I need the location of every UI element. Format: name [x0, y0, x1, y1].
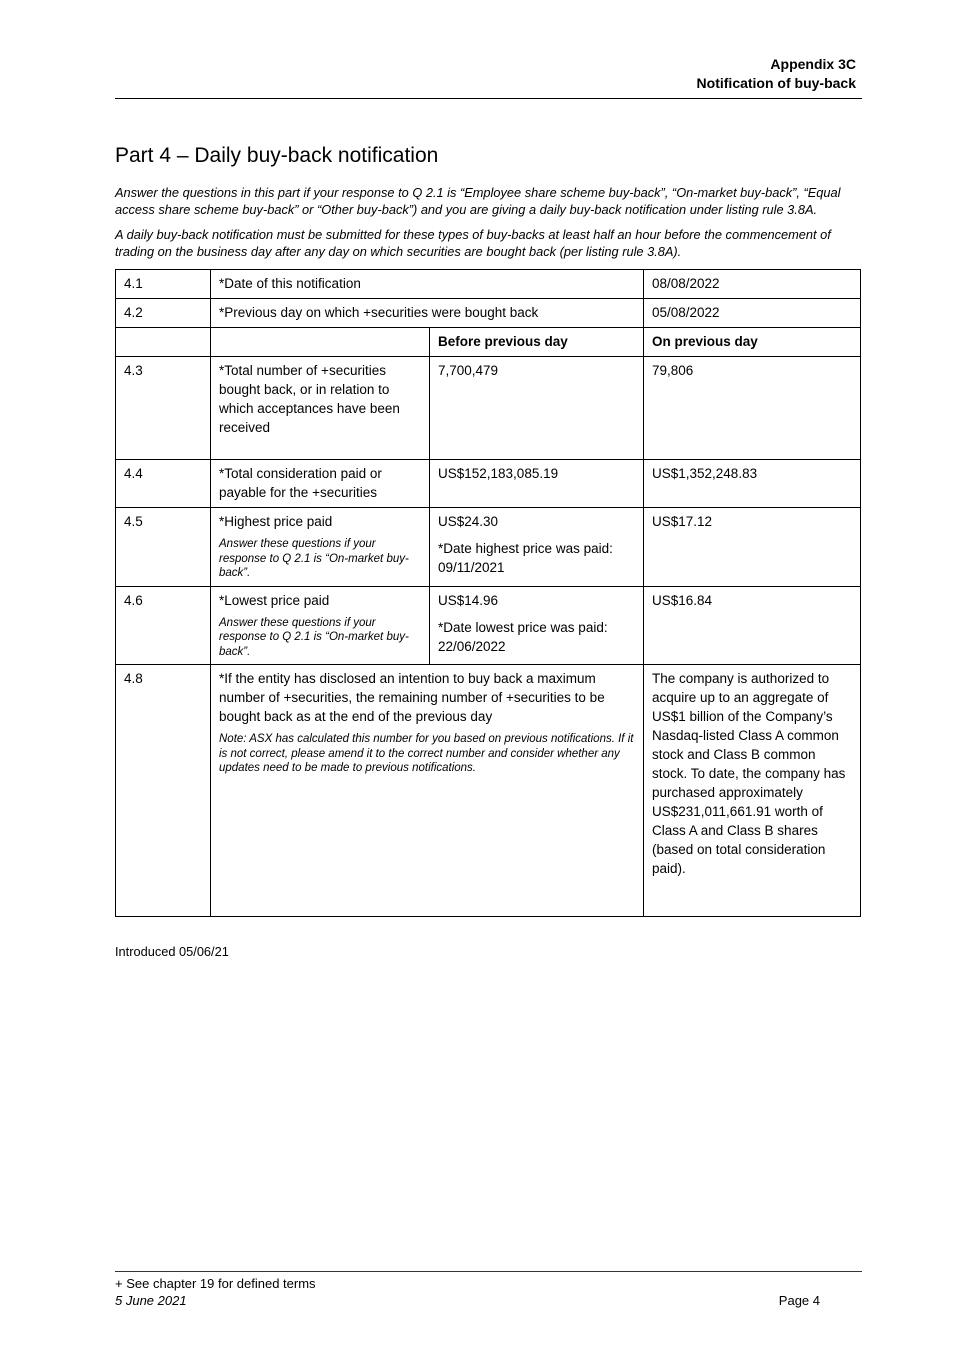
- answer-on-previous-day: US$16.84: [644, 586, 861, 665]
- question-label: *Total number of +securities bought back, or in relation to which acceptances have been received: [211, 357, 430, 460]
- question-label-cell: [211, 665, 644, 917]
- footer-date: 5 June 2021: [115, 1293, 187, 1308]
- question-label: *Date of this notification: [211, 270, 644, 299]
- column-header-before-previous-day: Before previous day: [430, 328, 644, 357]
- document-page: [115, 0, 862, 959]
- question-number: 4.5: [116, 508, 211, 587]
- part-title: Part 4 – Daily buy-back notification: [115, 144, 439, 167]
- answer-on-previous-day: US$1,352,248.83: [644, 460, 861, 508]
- question-number: 4.1: [116, 270, 211, 299]
- answer-before-previous-day: 7,700,479: [430, 357, 644, 460]
- document-header: [115, 55, 862, 93]
- question-label: *Highest price paid: [219, 514, 333, 529]
- table-column-header-row: [116, 328, 861, 357]
- question-note: Note: ASX has calculated this number for you based on previous notifications. If it is not correct, please amend it to the correct number and consider whether any updates need to be made to previous notifications.: [219, 733, 634, 774]
- question-note: Answer these questions if your response to Q 2.1 is “On-market buy-back”.: [219, 616, 409, 658]
- footer-rule: [115, 1271, 862, 1272]
- empty-cell: [211, 328, 430, 357]
- header-rule: [115, 98, 862, 99]
- question-number: 4.6: [116, 586, 211, 665]
- page-footer: [115, 1271, 862, 1309]
- answer-before-previous-day: [430, 508, 644, 587]
- column-header-on-previous-day: On previous day: [644, 328, 861, 357]
- answer-on-previous-day: US$17.12: [644, 508, 861, 587]
- answer-price-date: *Date highest price was paid: 09/11/2021: [438, 541, 613, 575]
- table-row-4-6: [116, 586, 861, 665]
- table-row-4-1: [116, 270, 861, 299]
- question-label: *Total consideration paid or payable for the +securities: [211, 460, 430, 508]
- answer-price-date: *Date lowest price was paid: 22/06/2022: [438, 619, 608, 654]
- answer-value: 05/08/2022: [644, 299, 861, 328]
- table-row-4-4: [116, 460, 861, 508]
- answer-value: 08/08/2022: [644, 270, 861, 299]
- answer-on-previous-day: 79,806: [644, 357, 861, 460]
- question-number: 4.3: [116, 357, 211, 460]
- question-label-cell: [211, 586, 430, 665]
- intro-paragraph-1: Answer the questions in this part if your response to Q 2.1 is “Employee share scheme buy-back”, “On-market buy-back”, “Equal access share scheme buy-back” or “Other buy-back”) and you are giving a daily buy-back notification under listing rule 3.8A.: [115, 185, 841, 217]
- answer-price: US$14.96: [438, 592, 499, 608]
- empty-cell: [116, 328, 211, 357]
- table-row-4-8: [116, 665, 861, 917]
- question-label: *Previous day on which +securities were bought back: [211, 299, 644, 328]
- question-note: Answer these questions if your response to Q 2.1 is “On-market buy-back”.: [219, 538, 409, 579]
- header-subtitle: Notification of buy-back: [696, 75, 856, 91]
- answer-remaining-securities: The company is authorized to acquire up to an aggregate of US$1 billion of the Company’s Nasdaq-listed Class A common stock and Class B common stock. To date, the company has purchased approximately US$231,011,661.91 worth of Class A and Class B shares (based on total consideration paid).: [644, 665, 861, 917]
- intro-paragraph-2: A daily buy-back notification must be submitted for these types of buy-backs at least half an hour before the commencement of trading on the business day after any day on which securities are bought back (per listing rule 3.8A).: [115, 227, 831, 259]
- header-appendix-label: Appendix 3C: [770, 56, 856, 72]
- answer-price: US$24.30: [438, 514, 499, 529]
- defined-terms-note: + See chapter 19 for defined terms: [115, 1276, 316, 1291]
- question-label: *Lowest price paid: [219, 592, 330, 608]
- question-number: 4.4: [116, 460, 211, 508]
- question-number: 4.2: [116, 299, 211, 328]
- question-label: *If the entity has disclosed an intention to buy back a maximum number of +securities, the remaining number of +securities to be bought back as at the end of the previous day: [219, 671, 605, 724]
- buyback-notification-table: [115, 269, 861, 917]
- table-row-4-5: [116, 508, 861, 587]
- introduced-note: Introduced 05/06/21: [115, 944, 229, 959]
- table-row-4-2: [116, 299, 861, 328]
- question-number: 4.8: [116, 665, 211, 917]
- table-row-4-3: [116, 357, 861, 460]
- page-number: Page 4: [778, 1293, 820, 1308]
- answer-before-previous-day: US$152,183,085.19: [430, 460, 644, 508]
- answer-before-previous-day: [430, 586, 644, 665]
- question-label-cell: [211, 508, 430, 587]
